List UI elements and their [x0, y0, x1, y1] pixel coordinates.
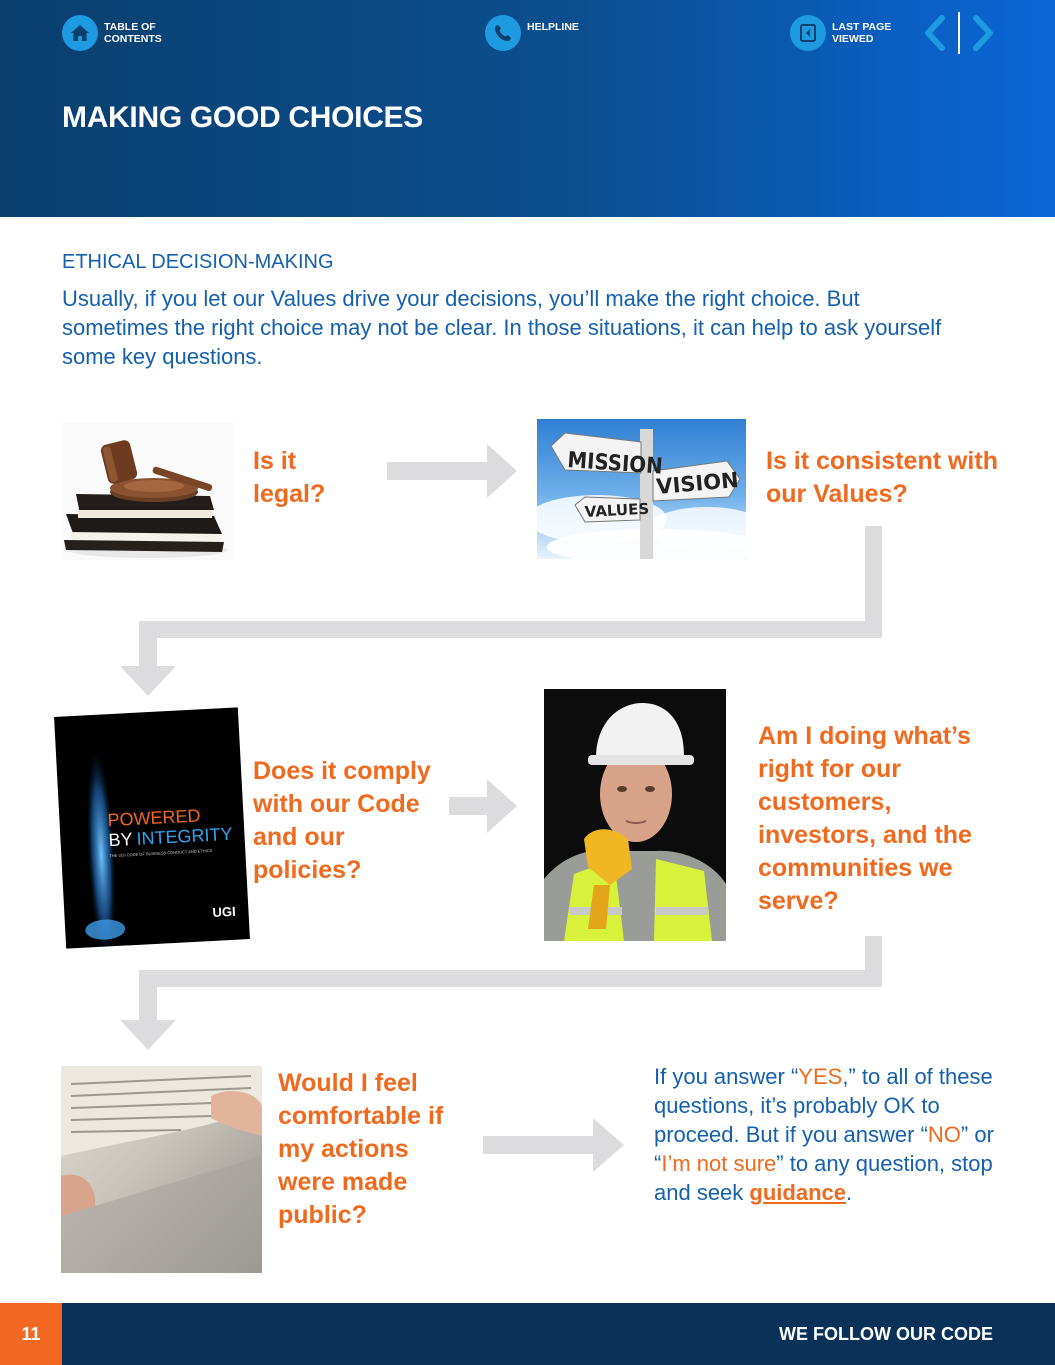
- book-title-integrity: INTEGRITY: [136, 823, 233, 849]
- question-made-public: Would I feel comfortable if my actions were made public?: [278, 1069, 444, 1229]
- code-book-image: [54, 707, 250, 948]
- intro-text: Usually, if you let our Values drive your decisions, you’ll make the right choice. But sometimes the right choice may not be clear. In those situations, it can help to ask yourself some key questions.: [62, 286, 942, 369]
- question-legal: Is it legal?: [253, 447, 326, 508]
- conclusion-text: [654, 1062, 1014, 1207]
- conclusion-part-5: .: [845, 1180, 853, 1205]
- conclusion-part-4: ” to any question, stop and seek: [654, 1151, 993, 1205]
- conclusion-part-2: ,” to all of these questions, it’s probably OK to proceed. But if you answer “: [654, 1064, 993, 1147]
- answer-not-sure: I’m not sure: [661, 1151, 777, 1176]
- page-number: 11: [0, 1303, 62, 1365]
- table-of-contents-label: TABLE OF CONTENTS: [104, 21, 162, 45]
- arrow-right-1: [387, 444, 517, 498]
- book-brand: UGI: [212, 903, 236, 920]
- helpline-label: HELPLINE: [527, 21, 579, 33]
- guidance-link[interactable]: guidance: [749, 1180, 846, 1205]
- answer-yes: YES: [798, 1064, 843, 1089]
- book-subtitle: THE UGI CODE OF BUSINESS CONDUCT AND ETHICS: [109, 847, 213, 859]
- conclusion-part-1: If you answer “: [654, 1064, 799, 1089]
- question-values: Is it consistent with our Values?: [766, 447, 998, 508]
- arrow-right-3: [483, 1118, 624, 1172]
- sign-mission: MISSION: [566, 448, 664, 480]
- last-page-viewed-label: LAST PAGE VIEWED: [832, 21, 892, 45]
- signpost-image: [537, 419, 746, 559]
- question-doing-right: Am I doing what’s right for our customers, investors, and the communities we serve?: [758, 722, 972, 915]
- gavel-image: [62, 422, 234, 560]
- conclusion-part-3: ” or “: [654, 1122, 994, 1176]
- arrow-right-2: [449, 779, 517, 833]
- footer-bar: [0, 1303, 1055, 1365]
- footer-section-title: WE FOLLOW OUR CODE: [779, 1324, 993, 1344]
- newspaper-image: [61, 1066, 262, 1273]
- question-code-policies: Does it comply with our Code and our policies?: [253, 757, 431, 884]
- answer-no: NO: [927, 1122, 961, 1147]
- worker-image: [544, 689, 726, 941]
- connector-arrow-1: [120, 526, 882, 696]
- section-label: ETHICAL DECISION-MAKING: [62, 251, 334, 273]
- book-title-by: BY: [108, 829, 134, 851]
- sign-vision: VISION: [655, 467, 740, 499]
- page-title: MAKING GOOD CHOICES: [62, 101, 423, 134]
- sign-values: VALUES: [584, 499, 650, 521]
- connector-arrow-2: [120, 936, 882, 1050]
- book-title-powered: POWERED: [107, 805, 201, 831]
